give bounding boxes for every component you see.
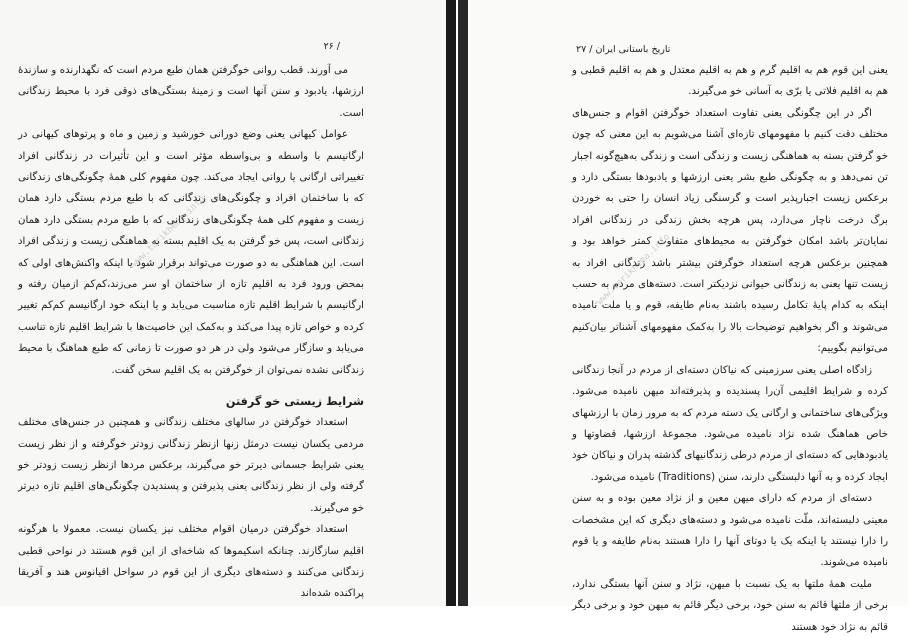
right-page-header-text: تاریخ باستانی ایران / ۲۷ xyxy=(576,44,671,55)
left-paragraph: می آورند. قطب روانی خوگرفتن همان طبع مردم است که نگهدارنده و سازندهٔ ارزشها، یادبود و سنن آنها است و زمینهٔ بستگی‌های ذوقی فرد با محیط زندگانی است. xyxy=(18,65,364,119)
section-heading: شرایط زیستی خو گرفتن xyxy=(225,395,364,409)
left-page-body xyxy=(18,60,364,605)
right-paragraph: زادگاه اصلی یعنی سرزمینی که نیاکان دسته‌ای از مردم در آنجا زندگانی کرده و شرایط اقلیمی آن‌را پسندیده و پذیرفته‌اند میهن نامیده می‌شود. ویژگی‌های ساختمانی و ارگانی یک دسته مردم که به مرور زمان با ارزشهای خاص هماهنگ شده نژاد نامیده می‌شود. مجموعهٔ ارزشها، قضاوتها و یادبودهایی که دسته‌ای از مردم درطی زندگانیهای گذشته پدران و نیاکان خود ایجاد کرده و به آنها دلبستگی دارند، سنن (Traditions) نامیده می‌شود. xyxy=(572,364,888,483)
right-page-header xyxy=(576,44,686,55)
left-paragraph: استعداد خوگرفتن در سالهای مختلف زندگانی و همچنین در جنس‌های مختلف مردمی یکسان نیست درمثل زنها ازنظر زندگانی زودتر خوگرفته و از نظر زیست یعنی شرایط جسمانی دیرتر خو می‌گیرند، برعکس مردها ازنظر زیست زودتر خو گرفته ولی از نظر زندگانی یعنی پذیرفتن و پسندیدن چگونگی‌های اقلیم تازه دیرتر خو می‌گیرند. xyxy=(18,417,364,514)
right-paragraph: دسته‌ای از مردم که دارای میهن معین و از نژاد معین بوده و به سنن معینی دلبسته‌اند، ملّت نامیده می‌شود و دسته‌های دیگری که این مشخصات را دارا نیستند یا اینکه یک یا دوتای آنها را دارا هستند به‌نام طایفه و یا قوم نامیده می‌شوند. xyxy=(572,493,888,569)
right-paragraph: ملیت همهٔ ملتها به یک نسبت با میهن، نژاد و سنن آنها بستگی ندارد، برخی از ملتها قائم به سنن خود، برخی دیگر قائم به میهن خود و برخی دیگر قائم به نژاد خود هستند xyxy=(572,578,888,633)
watermark-left: www.tarikhema.info xyxy=(130,194,208,270)
left-page-number: ۲۶ / xyxy=(323,41,340,52)
book-spine-shadow-right xyxy=(458,0,468,606)
right-paragraph: اگر در این چگونگی یعنی تفاوت استعداد خوگرفتن اقوام و جنس‌های مختلف دقت کنیم با مفهومهای تازه‌ای آشنا می‌شویم به این معنی که چون خو گرفتن بسته به هماهنگی زیست و زندگی است و زندگی به‌هیچ‌گونه اجبار تن نمی‌دهد و به چگونگی طبع بشر یعنی ارزشها و یادبودها بستگی دارد و برعکس زیست اجبارپذیر است و گرسنگی زیاد انسان را حتی به خوردن برگ درخت ناچار می‌دارد، پس هرچه بخش زندگی در زندگانی افراد نمایان‌تر باشد امکان خوگرفتن به محیط‌های متفاوت کمتر خواهد بود و همچنین برعکس هرچه استعداد خوگرفتن بیشتر باشد زندگانی افراد به زیست تنها یعنی به زندگانی حیوانی نزدیکتر است. دسته‌های مردم به حسب اینکه به کدام پایهٔ تکامل رسیده باشند به‌نام طایفه، قوم و یا ملت نامیده می‌شوند و اگر بخواهیم توضیحات بالا را به‌کمک مفهومهای آشناتر بیان‌کنیم می‌توانیم بگوییم: xyxy=(572,107,888,355)
book-spine-shadow-left xyxy=(446,0,456,606)
right-paragraph: یعنی این قوم هم به اقلیم گرم و هم به اقلیم معتدل و هم به اقلیم قطبی و هم به اقلیم فلاتی یا برّی به آسانی خو می‌گیرند. xyxy=(572,65,888,98)
left-paragraph: استعداد خوگرفتن درمیان اقوام مختلف نیز یکسان نیست. معمولا با هرگونه اقلیم سازگارند. چنانکه اسکیموها که شاخه‌ای از این قوم هستند در نواحی قطبی زندگانی می‌کنند و دسته‌های دیگری از این قوم در سواحل اقیانوس هند و آفریقا پراکنده شده‌اند xyxy=(18,524,364,600)
right-page-body xyxy=(572,60,888,638)
watermark-right: www.tarikhema.info xyxy=(595,232,673,308)
left-paragraph: عوامل کیهانی یعنی وضع دورانی خورشید و زمین و ماه و پرتوهای کیهانی در ارگانیسم با واسطه و بی‌واسطه مؤثر است و این تأثیرات در زندگانی افراد تغییراتی ارگانی یا روانی ایجاد می‌کند. چون مفهوم کلی همهٔ چگونگی‌های زندگانی که با ساختمان افراد و چگونگی‌های زندگانی که با طبع مردم بستگی دارد همان زیست و مفهوم کلی همهٔ چگونگی‌های زندگانی که با طبع مردم بستگی دارد همان زندگانی است، پس خو گرفتن به یک اقلیم بسته به هماهنگی زیست و زندگی افراد است. این هماهنگی به دو صورت می‌تواند برقرار شود یا اینکه واکنش‌های اولی که بمحض ورود فرد به اقلیم تازه از ساختمان او سر می‌زند،کم‌کم ازمیان رفته و ارگانیسم با شرایط اقلیم تازه مناسبت می‌یابد و یا اینکه خود ارگانیسم کم‌کم تغییر کرده و خواص تازه پیدا می‌کند و به‌کمک این خاصیت‌ها با شرایط اقلیم تازه تناسب می‌یابد و سازگار می‌شود ولی در هر دو صورت تا زمانی که طبع هماهنگ با محیط زندگانی نشده نمی‌توان از خوگرفتن به یک اقلیم سخن گفت. xyxy=(18,129,364,376)
